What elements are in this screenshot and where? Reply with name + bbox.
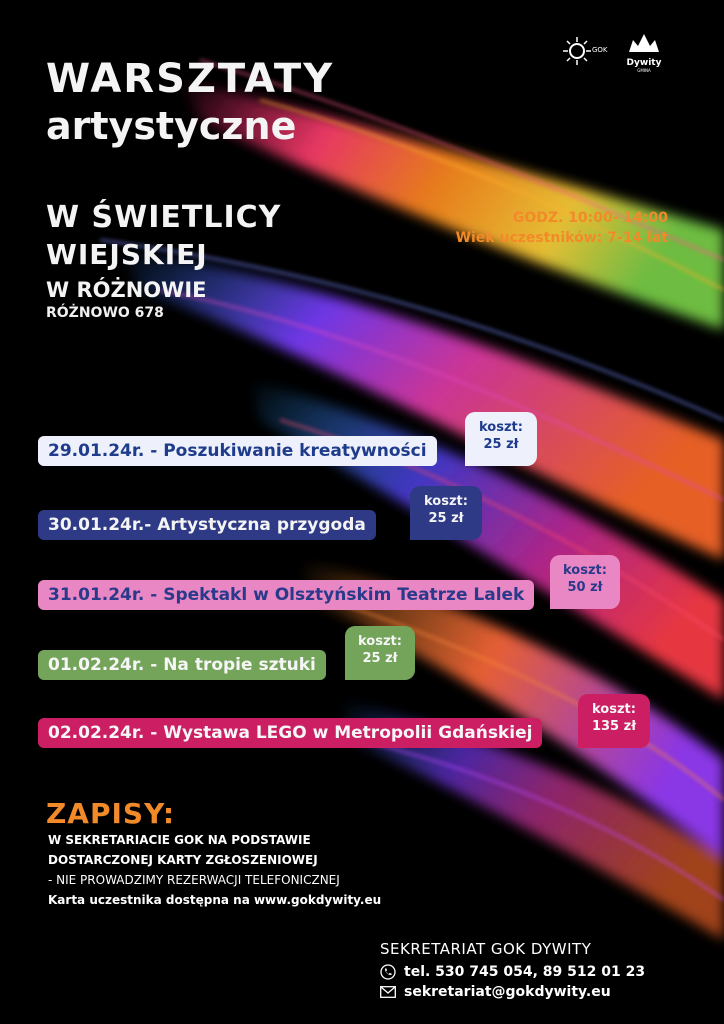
address: RÓŻNOWO 678 [46,305,164,321]
gok-sun-icon [562,36,592,66]
signup-line-1: W SEKRETARIACIE GOK NA PODSTAWIE [48,833,311,847]
cost-label: koszt: [358,634,402,649]
dywity-logo-text: Dywity [626,58,662,68]
signup-line-4: Karta uczestnika dostępna na www.gokdywity.eu [48,893,382,907]
place-line-1: W ŚWIETLICY [46,200,282,235]
place-line-3: W RÓŻNOWIE [46,278,207,302]
signup-info [48,830,381,910]
cost-value: 135 zł [591,719,637,734]
event-row-5: 02.02.24r. - Wystawa LEGO w Metropolii Gdańskiej [38,718,542,748]
dywity-logo-subtext: GMINA [637,68,651,73]
event-row-2: 30.01.24r.- Artystyczna przygoda [38,510,376,540]
place-line-2: WIEJSKIEJ [46,238,208,271]
cost-label: koszt: [479,420,523,435]
cost-label: koszt: [563,563,607,578]
title-line-2: artystyczne [46,104,297,148]
event-row-3: 31.01.24r. - Spektakl w Olsztyńskim Teatrze Lalek [38,580,534,610]
event-row-1: 29.01.24r. - Poszukiwanie kreatywności [38,436,437,466]
signup-heading: ZAPISY: [46,797,176,830]
contact-email-row [380,984,645,1000]
contact-phone-row [380,964,645,980]
dywity-logo [624,32,664,74]
cost-value: 25 zł [362,651,398,666]
dywity-crown-icon [627,32,661,54]
hours-info [456,208,668,248]
phone-icon [380,964,396,980]
signup-line-3: - NIE PROWADZIMY REZERWACJI TELEFONICZNEJ [48,873,340,887]
hours-text: GODZ. 10:00- 14:00 [512,210,668,226]
gok-logo [562,36,612,70]
email-icon [380,986,396,998]
event-cost-2 [410,486,482,540]
event-cost-5 [578,694,650,748]
cost-value: 25 zł [428,511,464,526]
event-row-4: 01.02.24r. - Na tropie sztuki [38,650,326,680]
age-text: Wiek uczestników: 7-14 lat [455,230,668,246]
cost-value: 50 zł [567,580,603,595]
cost-label: koszt: [424,494,468,509]
gok-logo-text: GOK [592,46,608,54]
event-cost-4 [345,626,415,680]
contact-email[interactable]: sekretariat@gokdywity.eu [404,984,611,1000]
event-cost-1 [465,412,537,466]
contact-phone[interactable]: tel. 530 745 054, 89 512 01 23 [404,964,646,980]
signup-line-2: DOSTARCZONEJ KARTY ZGŁOSZENIOWEJ [48,853,318,867]
title-line-1: WARSZTATY [46,56,335,102]
contact-heading: SEKRETARIAT GOK DYWITY [380,940,592,958]
contact-block [380,940,645,1000]
cost-value: 25 zł [483,437,519,452]
event-cost-3 [550,555,620,609]
cost-label: koszt: [592,702,636,717]
